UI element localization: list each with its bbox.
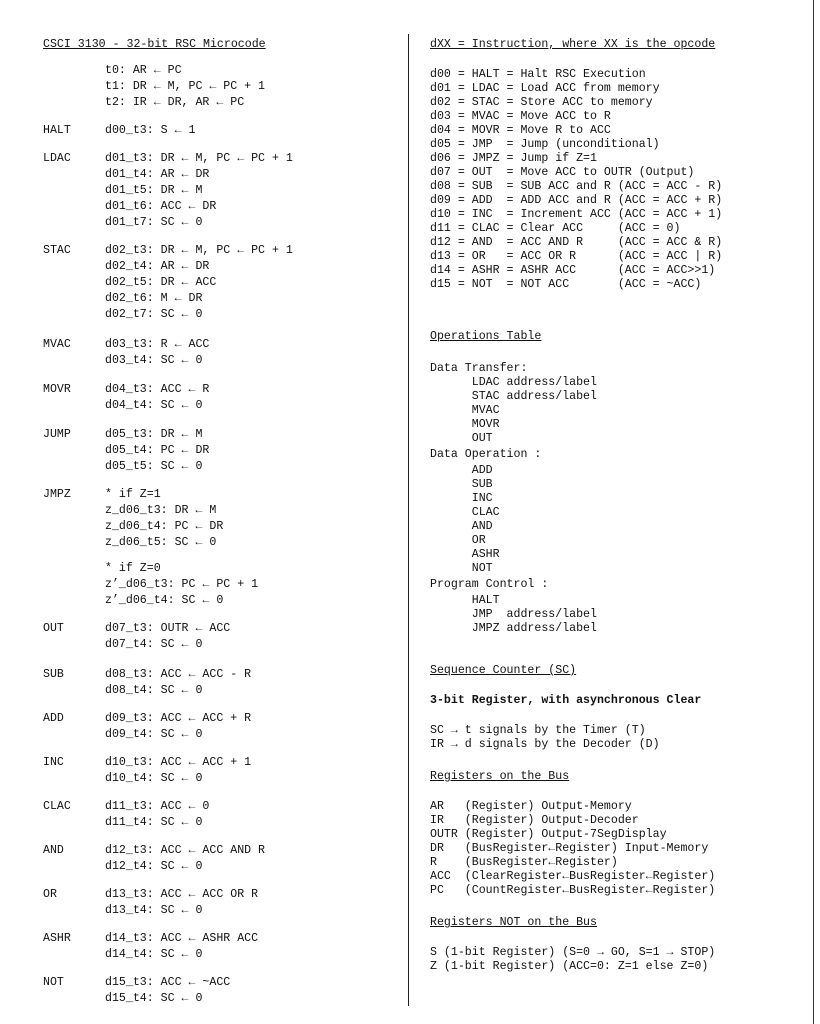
column-divider [408,34,409,1006]
bus-register-row: IR (Register) Output-Decoder [430,814,639,827]
micro-line: d09_t3: ACC ← ACC + R [105,712,252,725]
micro-line: d05_t4: PC ← DR [105,444,210,457]
micro-line: d11_t3: ACC ← 0 [105,800,210,813]
instr-label: MOVR [43,383,71,396]
micro-line: z_d06_t4: PC ← DR [105,520,224,533]
sequence-counter-title: Sequence Counter (SC) [430,664,577,677]
instr-label: INC [43,756,64,769]
bus-register-row: AR (Register) Output-Memory [430,800,632,813]
operations-title: Operations Table [430,330,542,343]
opcode-row: d15 = NOT = NOT ACC (ACC = ~ACC) [430,278,702,291]
non-bus-register-row: S (1-bit Register) (S=0 → GO, S=1 → STOP) [430,946,716,959]
micro-line: d05_t3: DR ← M [105,428,203,441]
opcode-title: dXX = Instruction, where XX is the opcode [430,38,716,51]
instr-label: JMPZ [43,488,71,501]
ops-row: OR [430,534,486,547]
instr-label: AND [43,844,64,857]
opcode-row: d06 = JMPZ = Jump if Z=1 [430,152,597,165]
micro-line: d15_t4: SC ← 0 [105,992,203,1005]
micro-line: d02_t4: AR ← DR [105,260,210,273]
micro-line: d03_t4: SC ← 0 [105,354,203,367]
ops-row: Data Transfer: [430,362,528,375]
micro-line: z_d06_t3: DR ← M [105,504,217,517]
ops-row: OUT [430,432,493,445]
micro-line: d10_t3: ACC ← ACC + 1 [105,756,252,769]
instr-label: NOT [43,976,64,989]
ops-row: JMPZ address/label [430,622,597,635]
opcode-row: d08 = SUB = SUB ACC and R (ACC = ACC - R) [430,180,723,193]
instr-label: SUB [43,668,64,681]
micro-line: z’_d06_t3: PC ← PC + 1 [105,578,259,591]
micro-line: d02_t7: SC ← 0 [105,308,203,321]
bus-register-row: PC (CountRegister←BusRegister←Register) [430,884,716,897]
micro-line: d04_t3: ACC ← R [105,383,210,396]
opcode-row: d11 = CLAC = Clear ACC (ACC = 0) [430,222,681,235]
page-edge [813,0,814,1024]
micro-line: d03_t3: R ← ACC [105,338,210,351]
instr-label: MVAC [43,338,71,351]
ops-row: Program Control : [430,578,549,591]
micro-line: d02_t5: DR ← ACC [105,276,217,289]
ops-row: Data Operation : [430,448,542,461]
instr-label: LDAC [43,152,71,165]
opcode-row: d07 = OUT = Move ACC to OUTR (Output) [430,166,695,179]
ops-row: MOVR [430,418,500,431]
ops-row: NOT [430,562,493,575]
micro-line: d08_t4: SC ← 0 [105,684,203,697]
instr-label: JUMP [43,428,71,441]
instr-label: OUT [43,622,64,635]
micro-line: d01_t6: ACC ← DR [105,200,217,213]
micro-line: d12_t4: SC ← 0 [105,860,203,873]
micro-line: d13_t3: ACC ← ACC OR R [105,888,259,901]
opcode-row: d13 = OR = ACC OR R (ACC = ACC | R) [430,250,723,263]
micro-line: d02_t3: DR ← M, PC ← PC + 1 [105,244,293,257]
microcode-title: CSCI 3130 - 32-bit RSC Microcode [43,38,266,51]
sequence-counter-line: IR → d signals by the Decoder (D) [430,738,660,751]
micro-line: d11_t4: SC ← 0 [105,816,203,829]
micro-line: z’_d06_t4: SC ← 0 [105,594,224,607]
micro-line: * if Z=0 [105,562,161,575]
fetch-line: t2: IR ← DR, AR ← PC [105,96,245,109]
ops-row: AND [430,520,493,533]
micro-line: d07_t3: OUTR ← ACC [105,622,231,635]
ops-row: JMP address/label [430,608,597,621]
opcode-row: d01 = LDAC = Load ACC from memory [430,82,660,95]
micro-line: d08_t3: ACC ← ACC - R [105,668,252,681]
bus-register-row: DR (BusRegister←Register) Input-Memory [430,842,709,855]
micro-line: d05_t5: SC ← 0 [105,460,203,473]
micro-line: * if Z=1 [105,488,161,501]
micro-line: d01_t4: AR ← DR [105,168,210,181]
ops-row: CLAC [430,506,500,519]
micro-line: d02_t6: M ← DR [105,292,203,305]
sequence-counter-line: SC → t signals by the Timer (T) [430,724,646,737]
opcode-row: d02 = STAC = Store ACC to memory [430,96,653,109]
opcode-row: d00 = HALT = Halt RSC Execution [430,68,646,81]
bus-registers-title: Registers on the Bus [430,770,570,783]
micro-line: d14_t4: SC ← 0 [105,948,203,961]
bus-register-row: OUTR (Register) Output-7SegDisplay [430,828,667,841]
instr-label: HALT [43,124,71,137]
micro-line: z_d06_t5: SC ← 0 [105,536,217,549]
fetch-line: t1: DR ← M, PC ← PC + 1 [105,80,266,93]
ops-row: LDAC address/label [430,376,597,389]
micro-line: d13_t4: SC ← 0 [105,904,203,917]
opcode-row: d03 = MVAC = Move ACC to R [430,110,611,123]
ops-row: ADD [430,464,493,477]
instr-label: STAC [43,244,71,257]
opcode-row: d14 = ASHR = ASHR ACC (ACC = ACC>>1) [430,264,716,277]
instr-label: ASHR [43,932,71,945]
micro-line: d00_t3: S ← 1 [105,124,196,137]
opcode-row: d10 = INC = Increment ACC (ACC = ACC + 1) [430,208,723,221]
ops-row: HALT [430,594,500,607]
instr-label: OR [43,888,57,901]
opcode-row: d09 = ADD = ADD ACC and R (ACC = ACC + R) [430,194,723,207]
ops-row: ASHR [430,548,500,561]
sequence-counter-desc: 3-bit Register, with asynchronous Clear [430,694,702,707]
micro-line: d12_t3: ACC ← ACC AND R [105,844,266,857]
opcode-row: d04 = MOVR = Move R to ACC [430,124,611,137]
micro-line: d09_t4: SC ← 0 [105,728,203,741]
non-bus-registers-title: Registers NOT on the Bus [430,916,597,929]
fetch-line: t0: AR ← PC [105,64,182,77]
ops-row: STAC address/label [430,390,597,403]
micro-line: d01_t3: DR ← M, PC ← PC + 1 [105,152,293,165]
micro-line: d15_t3: ACC ← ~ACC [105,976,231,989]
bus-register-row: ACC (ClearRegister←BusRegister←Register) [430,870,716,883]
opcode-row: d05 = JMP = Jump (unconditional) [430,138,660,151]
micro-line: d10_t4: SC ← 0 [105,772,203,785]
micro-line: d01_t7: SC ← 0 [105,216,203,229]
micro-line: d04_t4: SC ← 0 [105,399,203,412]
ops-row: INC [430,492,493,505]
instr-label: ADD [43,712,64,725]
micro-line: d07_t4: SC ← 0 [105,638,203,651]
opcode-row: d12 = AND = ACC AND R (ACC = ACC & R) [430,236,723,249]
ops-row: SUB [430,478,493,491]
ops-row: MVAC [430,404,500,417]
instr-label: CLAC [43,800,71,813]
non-bus-register-row: Z (1-bit Register) (ACC=0: Z=1 else Z=0) [430,960,709,973]
micro-line: d14_t3: ACC ← ASHR ACC [105,932,259,945]
micro-line: d01_t5: DR ← M [105,184,203,197]
bus-register-row: R (BusRegister←Register) [430,856,618,869]
